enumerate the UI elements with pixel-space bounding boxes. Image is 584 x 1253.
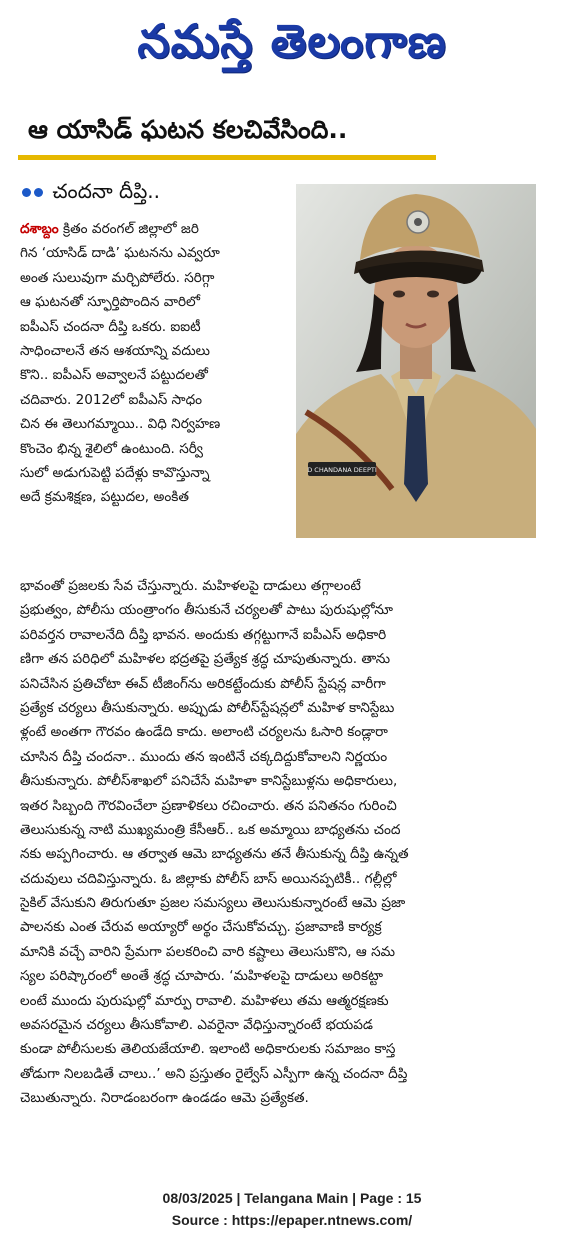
byline-name: చందనా దీప్తి.. — [52, 179, 161, 203]
article-line: ప్రత్యేక చర్యలు తీసుకున్నారు. అప్పుడు పోలీస్‌స్టేషన్లలో మహిళ కానిస్టేబు — [20, 699, 395, 716]
headline-underline — [18, 155, 436, 160]
article-line: చెబుతున్నారు. నిరాడంబరంగా ఉండడం ఆమె ప్రత్యేకత. — [20, 1090, 309, 1107]
article-dateline: దశాబ్దం — [20, 221, 59, 237]
article-line: ళ్లంటే అంతగా గౌరవం ఉండేది కాదు. అలాంటి చర్యలను ఓసారి కండ్లారా — [20, 724, 388, 741]
article-line: అవసరమైన చర్యలు తీసుకోవాలి. ఎవరైనా వేధిస్తున్నారంటే భయపడ — [20, 1017, 373, 1034]
article-line: పనిచేసిన ప్రతిచోటా ఈవ్ టీజింగ్‌ను అరికట్టేందుకు పోలీస్ స్టేషన్ల వారీగా — [20, 675, 386, 692]
article-column-narrow — [20, 217, 290, 510]
article-line: అంత సులువుగా మర్చిపోలేరు. సరిగ్గా — [20, 269, 215, 286]
article-line: మానికి వచ్చే వారిని ప్రేమగా పలకరించి వారి కష్టాలు తెలుసుకొని, ఆ సమ — [20, 943, 396, 960]
article-line: కుండా పోలీసులకు తెలియజేయాలి. ఇలాంటి అధికారులకు సమాజం కాస్త — [20, 1041, 396, 1058]
article-line: కొని.. ఐపీఎస్ అవ్వాలనే పట్టుదలతో — [20, 367, 208, 384]
article-line: తెలుసుకున్న నాటి ముఖ్యమంత్రి కేసీఆర్.. ఒక అమ్మాయి బాధ్యతను చంద — [20, 821, 401, 838]
article-line: అదే క్రమశిక్షణ, పట్టుదల, అంకిత — [20, 489, 189, 506]
article-line: సాధించాలనే తన ఆశయాన్ని వదులు — [20, 342, 210, 359]
article-line: ఇతర సిబ్బంది గౌరవించేలా ప్రణాళికలు రచించారు. తన పనితనం గురించి — [20, 797, 397, 814]
article-line: లంటే ముందు పురుషుల్లో మార్పు రావాలి. మహిళలు తమ ఆత్మరక్షణకు — [20, 992, 389, 1009]
article-line: సైకిల్ వేసుకుని తిరుగుతూ ప్రజల సమస్యలు తెలుసుకున్నారంటే ఆమె ప్రజా — [20, 895, 406, 912]
article-line: స్యల పరిష్కారంలో అంతే శ్రద్ధ చూపారు. ‘మహిళలపై దాడులు అరికట్టా — [20, 968, 383, 985]
article-line: తీసుకున్నారు. పోలీస్‌శాఖలో పనిచేసే మహిళా కానిస్టేబుళ్లను అధికారులు, — [20, 773, 398, 790]
article-line: నకు అప్పగించారు. ఆ తర్వాత ఆమె బాధ్యతను తనే తీసుకున్న దీప్తి ఉన్నత — [20, 846, 409, 863]
article-line: కొంచెం భిన్న శైలిలో ఉంటుంది. సర్వీ — [20, 440, 204, 457]
article-line: పాలనకు ఎంత చేరువ అయ్యారో అర్థం చేసుకోవచ్చు. ప్రజావాణి కార్యక్ర — [20, 919, 382, 936]
article-line: దశాబ్దం క్రితం వరంగల్ జిల్లాలో జరి — [20, 221, 199, 237]
article-line: ఐపీఎస్ చందనా దీప్తి ఒకరు. ఐఐటీ — [20, 318, 201, 335]
footer-edition-info: 08/03/2025 | Telangana Main | Page : 15 — [162, 1190, 422, 1206]
article-line: ఆ ఘటనతో స్ఫూర్తిపొందిన వారిలో — [20, 294, 200, 311]
officer-photo — [296, 184, 536, 538]
bullet-dot-icon — [34, 188, 43, 197]
article-byline — [22, 177, 160, 205]
article-line: తోడుగా నిలబడితే చాలు..’ అని ప్రస్తుతం రైల్వేస్ ఎస్పీగా ఉన్న చందనా దీప్తి — [20, 1065, 408, 1082]
article-line: చదివారు. 2012లో ఐపీఎస్ సాధం — [20, 391, 203, 408]
article-line: సులో అడుగుపెట్టి పదేళ్లు కావొస్తున్నా — [20, 464, 210, 481]
article-column-wide — [20, 574, 568, 1111]
article-line: చదువులు చదివిస్తున్నారు. ఓ జిల్లాకు పోలీస్ బాస్ అయినప్పటికీ.. గల్లీల్లో — [20, 870, 397, 887]
newspaper-masthead: నమస్తే తెలంగాణ — [137, 14, 447, 68]
article-line: ప్రభుత్వం, పోలీసు యంత్రాంగం తీసుకునే చర్యలతో పాటు పురుషుల్లోనూ — [20, 602, 393, 619]
article-line: భావంతో ప్రజలకు సేవ చేస్తున్నారు. మహిళలపై దాడులు తగ్గాలంటే — [20, 578, 361, 594]
article-line: చిన ఈ తెలుగమ్మాయి.. విధి నిర్వహణ — [20, 416, 221, 433]
footer-source-link[interactable]: Source : https://epaper.ntnews.com/ — [171, 1212, 413, 1228]
article-line: పరివర్తన రావాలనేది దీప్తి భావన. అందుకు తగ్గట్టుగానే ఐపీఎస్ అధికారి — [20, 626, 387, 643]
article-line: చూసిన దీప్తి చందనా.. ముందు తన ఇంటినే చక్కదిద్దుకోవాలని నిర్ణయం — [20, 748, 388, 765]
bullet-dot-icon — [22, 188, 31, 197]
police-officer-portrait-icon — [296, 184, 536, 538]
article-line: ణిగా తన పరిధిలో మహిళల భద్రతపై ప్రత్యేక శ్రద్ధ చూపుతున్నారు. తాను — [20, 651, 391, 668]
name-tag-text: D CHANDANA DEEPTI — [307, 466, 377, 474]
article-headline: ఆ యాసిడ్ ఘటన కలచివేసింది.. — [28, 115, 348, 144]
article-line: గిన ‘యాసిడ్ దాడి’ ఘటనను ఎవ్వరూ — [20, 245, 220, 262]
